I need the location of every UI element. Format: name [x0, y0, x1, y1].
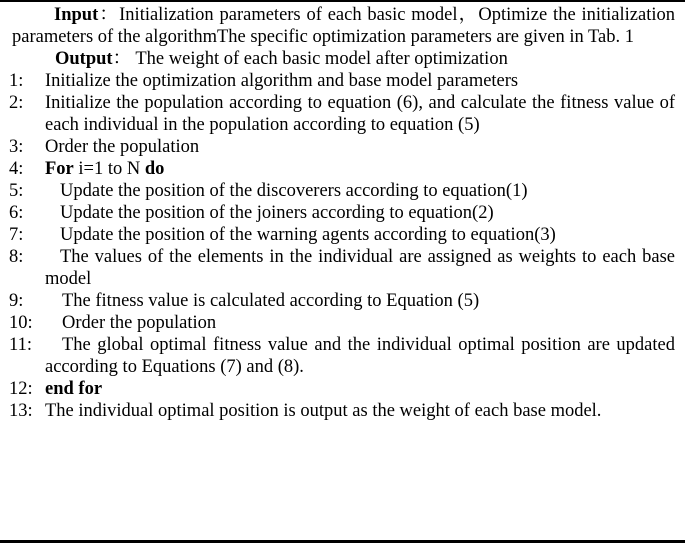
- step-text: [45, 158, 675, 180]
- step-text: The individual optimal position is output as the weight of each base model.: [45, 401, 602, 421]
- input-section: [0, 4, 685, 48]
- keyword-do: do: [144, 159, 165, 179]
- step-text: Initialize the optimization algorithm and base model parameters: [45, 71, 519, 91]
- step-number: 9:: [9, 291, 24, 311]
- step-number: 8:: [9, 247, 24, 267]
- step-number: 10:: [9, 313, 33, 333]
- step-13: [0, 400, 685, 422]
- step-number: 11:: [9, 335, 32, 355]
- step-number: 4:: [9, 159, 24, 179]
- output-separator: ：: [112, 49, 132, 69]
- input-separator: ：: [98, 5, 120, 25]
- step-3: [0, 136, 685, 158]
- step-text: [45, 334, 675, 378]
- step-4: [0, 158, 685, 180]
- step-8: [0, 246, 685, 290]
- output-label: Output: [55, 49, 113, 69]
- step-11: [0, 334, 685, 378]
- step-1: [0, 70, 685, 92]
- step-5: [0, 180, 685, 202]
- step-text: Update the position of the discoverers according to equation(1): [60, 181, 528, 201]
- step-12: [0, 378, 685, 400]
- input-label: Input: [54, 5, 99, 25]
- step-text: Initialize the population according to equation (6), and calculate the fitness value of each individual in the population according to equation (5): [45, 93, 675, 135]
- step-text-content: The values of the elements in the individual are assigned as weights to each base model: [45, 247, 675, 289]
- step-9: [0, 290, 685, 312]
- step-7: [0, 224, 685, 246]
- loop-range: i=1 to N: [73, 159, 145, 179]
- step-text: [45, 378, 675, 400]
- output-section: [0, 48, 685, 70]
- step-number: 1:: [9, 71, 24, 91]
- step-number: 2:: [9, 93, 24, 113]
- step-number: 3:: [9, 137, 24, 157]
- keyword-end-for: end for: [45, 379, 103, 399]
- keyword-for: For: [45, 159, 74, 179]
- step-2: [0, 92, 685, 136]
- algorithm-body: [0, 4, 685, 422]
- step-number: 12:: [9, 379, 33, 399]
- step-text: Order the population: [62, 313, 217, 333]
- step-text: Update the position of the joiners according to equation(2): [60, 203, 494, 223]
- step-number: 7:: [9, 225, 24, 245]
- step-text: Order the population: [45, 137, 200, 157]
- top-rule: [0, 0, 685, 2]
- step-number: 5:: [9, 181, 24, 201]
- step-text-content: The global optimal fitness value and the individual optimal position are updated according to Equations (7) and (8).: [45, 335, 675, 377]
- step-text: [45, 246, 675, 290]
- input-text: Initialization parameters of each basic model，Optimize the initialization parameters of the algorithmThe specific optimization parameters are given in Tab. 1: [12, 5, 675, 47]
- step-6: [0, 202, 685, 224]
- step-text: Update the position of the warning agents according to equation(3): [60, 225, 556, 245]
- step-number: 13:: [9, 401, 33, 421]
- step-number: 6:: [9, 203, 24, 223]
- step-10: [0, 312, 685, 334]
- step-text: The fitness value is calculated according to Equation (5): [62, 291, 480, 311]
- output-text: The weight of each basic model after optimization: [131, 49, 508, 69]
